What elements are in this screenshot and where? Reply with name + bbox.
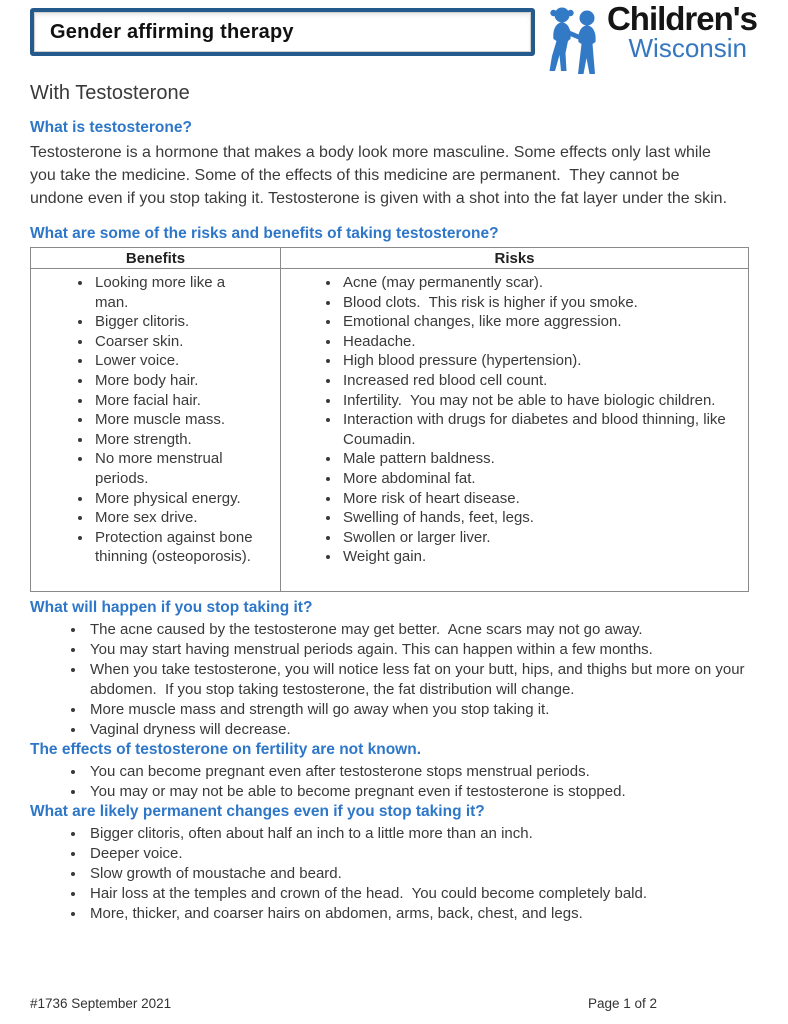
list-item: • You can become pregnant even after testosterone stops menstrual periods.: [86, 762, 757, 782]
list-item: • Slow growth of moustache and beard.: [86, 864, 757, 884]
benefits-cell: [31, 269, 281, 592]
stop-taking-list: [30, 620, 757, 740]
list-item: • More muscle mass.: [93, 410, 274, 430]
list-item: • More physical energy.: [93, 489, 274, 509]
logo-childrens-label: Children's: [606, 0, 757, 37]
list-item: • More abdominal fat.: [341, 469, 742, 489]
page-title: Gender affirming therapy: [50, 20, 294, 43]
list-item: • Looking more like a man.: [93, 273, 274, 312]
list-item: • More risk of heart disease.: [341, 489, 742, 509]
benefits-list: [31, 273, 274, 567]
document-number: #1736 September 2021: [30, 996, 172, 1011]
list-item: • More sex drive.: [93, 508, 274, 528]
list-item: • The acne caused by the testosterone may get better. Acne scars may not go away.: [86, 620, 757, 640]
list-item: • Infertility. You may not be able to have biologic children.: [341, 391, 742, 411]
list-item: • Protection against bone thinning (osteoporosis).: [93, 528, 274, 567]
logo-wisconsin-label: Wisconsin: [628, 33, 747, 63]
permanent-changes-list: [30, 824, 757, 924]
list-item: • More facial hair.: [93, 391, 274, 411]
list-item: • You may start having menstrual periods again. This can happen within a few months.: [86, 640, 757, 660]
list-item: • More strength.: [93, 430, 274, 450]
list-item: • Swollen or larger liver.: [341, 528, 742, 548]
heading-permanent-changes: What are likely permanent changes even if you stop taking it?: [30, 802, 485, 820]
children-silhouettes-icon: [543, 6, 605, 81]
title-box: [30, 8, 535, 56]
childrens-wisconsin-logo: [543, 2, 757, 81]
list-item: • Deeper voice.: [86, 844, 757, 864]
header: [30, 0, 757, 78]
list-item: • More, thicker, and coarser hairs on abdomen, arms, back, chest, and legs.: [86, 904, 757, 924]
page-indicator: Page 1 of 2: [587, 996, 657, 1011]
list-item: • More body hair.: [93, 371, 274, 391]
list-item: • Weight gain.: [341, 547, 742, 567]
risks-cell: [281, 269, 749, 592]
list-item: • Coarser skin.: [93, 332, 274, 352]
list-item: • Interaction with drugs for diabetes and blood thinning, like Coumadin.: [341, 410, 742, 449]
list-item: • Blood clots. This risk is higher if you smoke.: [341, 293, 742, 313]
benefits-column-header: Benefits: [31, 248, 281, 269]
list-item: • When you take testosterone, you will notice less fat on your butt, hips, and thighs but more on your abdomen. If you stop taking testosterone, the fat distribution will change.: [86, 660, 757, 700]
heading-stop-taking: What will happen if you stop taking it?: [30, 598, 313, 616]
table-header-row: [31, 248, 749, 269]
list-item: • Increased red blood cell count.: [341, 371, 742, 391]
list-item: • High blood pressure (hypertension).: [341, 351, 742, 371]
risks-benefits-table: [30, 247, 749, 592]
intro-paragraph: Testosterone is a hormone that makes a body look more masculine. Some effects only last while you take the medicine. Some of the effects of this medicine are permanent. They cannot be undone even if you stop taking it. Testosterone is given with a shot into the fat layer under the skin.: [30, 144, 728, 207]
list-item: • Vaginal dryness will decrease.: [86, 720, 757, 740]
table-body-row: [31, 269, 749, 592]
list-item: • Acne (may permanently scar).: [341, 273, 742, 293]
list-item: • Headache.: [341, 332, 742, 352]
risks-list: [281, 273, 742, 567]
list-item: • Bigger clitoris.: [93, 312, 274, 332]
subtitle-with-testosterone: With Testosterone: [30, 82, 190, 104]
list-item: • Lower voice.: [93, 351, 274, 371]
heading-what-is-testosterone: What is testosterone?: [30, 119, 192, 136]
list-item: • You may or may not be able to become pregnant even if testosterone is stopped.: [86, 782, 757, 802]
list-item: • Male pattern baldness.: [341, 449, 742, 469]
list-item: • No more menstrual periods.: [93, 449, 274, 488]
heading-fertility: The effects of testosterone on fertility are not known.: [30, 740, 421, 758]
risks-column-header: Risks: [281, 248, 749, 269]
page-footer: [30, 996, 788, 1011]
list-item: • Bigger clitoris, often about half an inch to a little more than an inch.: [86, 824, 757, 844]
fertility-list: [30, 762, 757, 802]
heading-risks-benefits: What are some of the risks and benefits of taking testosterone?: [30, 225, 499, 242]
logo-text: [607, 2, 757, 61]
list-item: • More muscle mass and strength will go away when you stop taking it.: [86, 700, 757, 720]
list-item: • Hair loss at the temples and crown of the head. You could become completely bald.: [86, 884, 757, 904]
list-item: • Emotional changes, like more aggression.: [341, 312, 742, 332]
list-item: • Swelling of hands, feet, legs.: [341, 508, 742, 528]
